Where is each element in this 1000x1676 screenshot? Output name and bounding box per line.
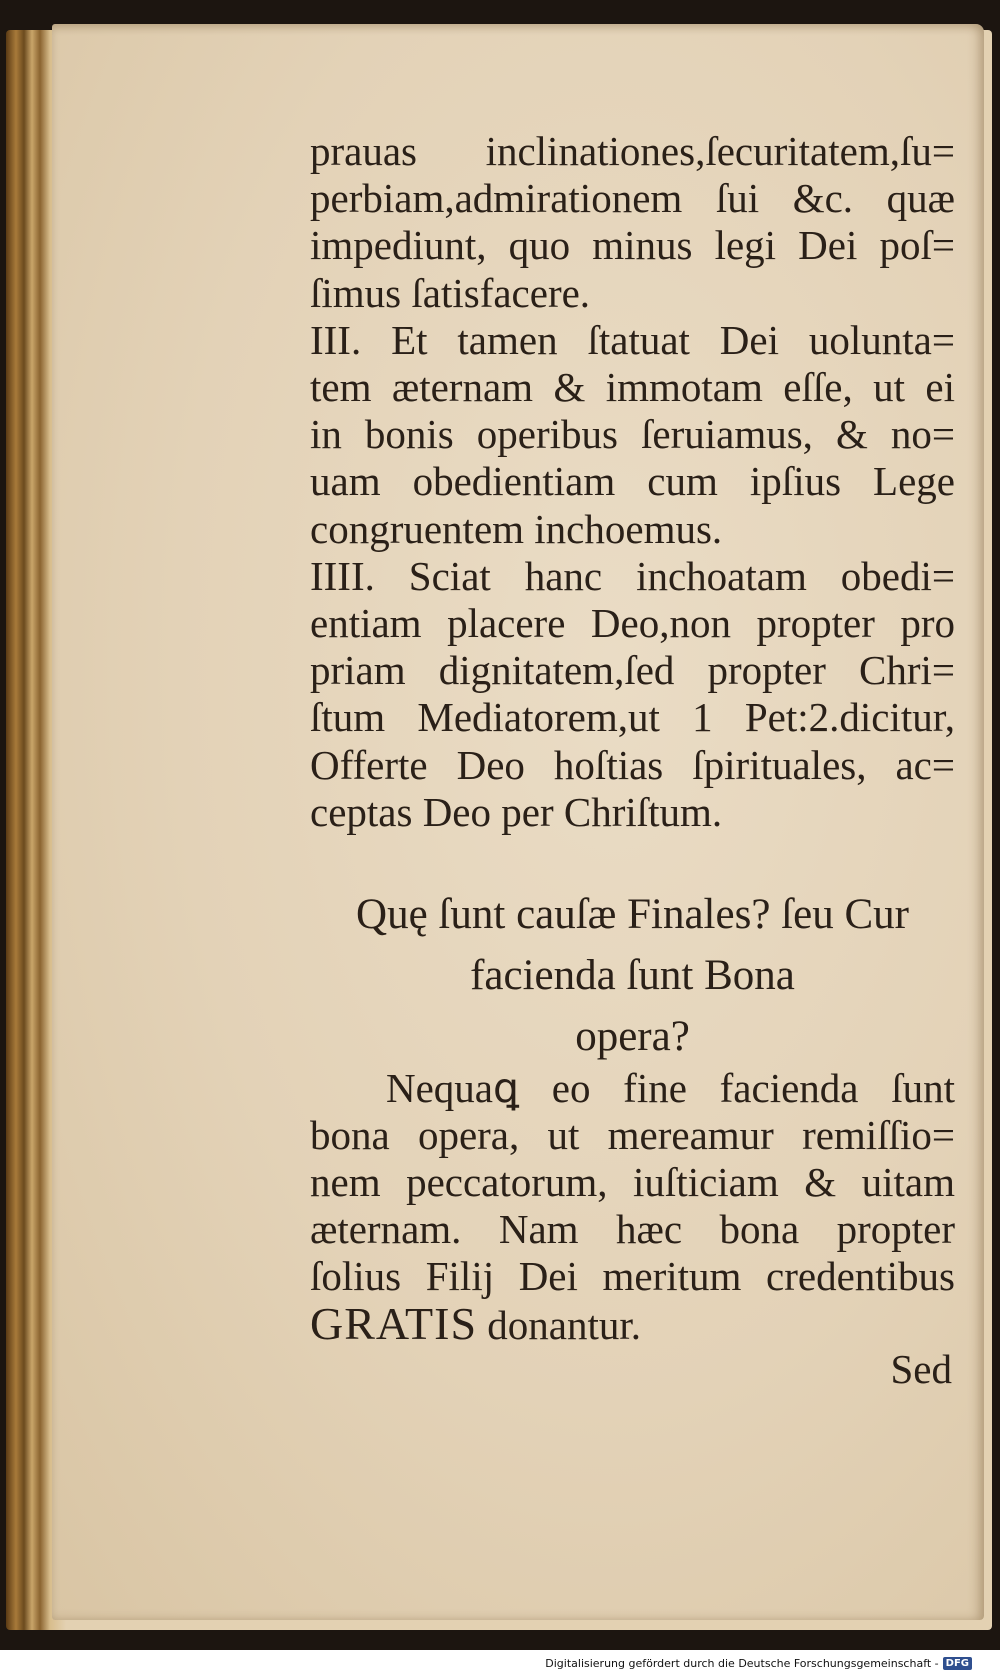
heading-line: facienda ſunt Bona xyxy=(470,952,795,999)
text-line: tem æternam & immotam eſſe, ut ei xyxy=(310,364,955,411)
text-line: ſtum Mediatorem,ut 1 Pet:2.dicitur, xyxy=(310,694,955,741)
answer-paragraph xyxy=(310,1065,955,1349)
gratis-word: GRATIS xyxy=(310,1298,478,1349)
text-line: congruentem inchoemus. xyxy=(310,505,723,552)
heading-line: Quę ſunt cauſæ Finales? ſeu Cur xyxy=(356,891,909,938)
text-line: perbiam,admirationem ſui &c. quæ xyxy=(310,175,955,222)
text-line: ſolius Filij Dei meritum credentibus xyxy=(310,1253,955,1299)
text-line: Nequaꝗ eo fine facienda ſunt xyxy=(386,1065,955,1111)
credit-text: Digitalisierung gefördert durch die Deutsche Forschungsgemeinschaft - xyxy=(545,1657,939,1670)
text-line: priam dignitatem,ſed propter Chri= xyxy=(310,647,955,694)
text-line: uam obedientiam cum ipſius Lege xyxy=(310,458,955,505)
text-line: Offerte Deo hoſtias ſpirituales, ac= xyxy=(310,741,955,788)
text-line: bona opera, ut mereamur remiſſio= xyxy=(310,1112,955,1158)
main-text-block xyxy=(310,128,955,836)
dfg-logo: DFG xyxy=(943,1657,972,1670)
text-fragment: donantur. xyxy=(477,1302,642,1348)
digitization-credit xyxy=(545,1657,972,1670)
section-heading xyxy=(310,884,955,1067)
text-line-last xyxy=(310,1300,955,1349)
text-line: entiam placere Deo,non propter pro xyxy=(310,600,955,647)
text-line: prauas inclinationes,ſecuritatem,ſu= xyxy=(310,128,955,174)
text-line: ceptas Deo per Chriſtum. xyxy=(310,788,723,835)
text-line: IIII. Sciat hanc inchoatam obedi= xyxy=(310,552,955,599)
heading-line: opera? xyxy=(575,1013,690,1060)
catchword: Sed xyxy=(890,1346,952,1392)
text-line: æternam. Nam hæc bona propter xyxy=(310,1206,955,1252)
text-line: nem peccatorum, iuſticiam & uitam xyxy=(310,1159,955,1205)
text-line: impediunt, quo minus legi Dei poſ= xyxy=(310,222,955,269)
text-line: ſimus ſatisfacere. xyxy=(310,269,591,316)
text-line: in bonis operibus ſeruiamus, & no= xyxy=(310,411,955,458)
text-line: III. Et tamen ſtatuat Dei uolunta= xyxy=(310,316,955,363)
